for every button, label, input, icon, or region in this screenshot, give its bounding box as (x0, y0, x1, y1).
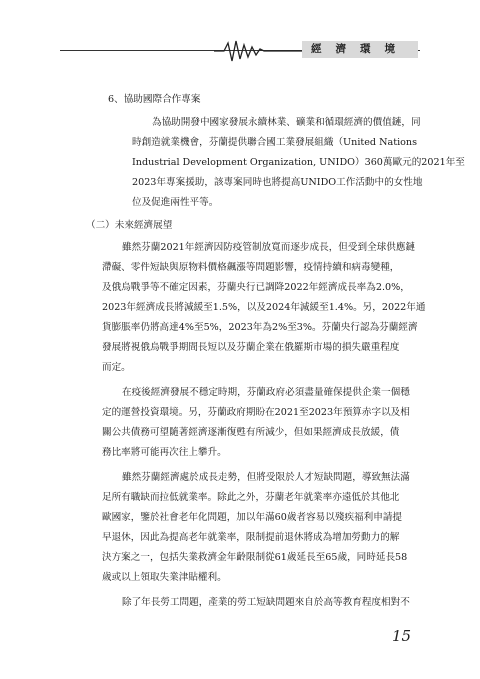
paragraph-line: 歐國家，鑒於社會老年化問題，加以年滿60歲者容易以殘疾福利申請提 (102, 512, 403, 523)
paragraph-line: 雖然芬蘭經濟處於成長走勢，但將受限於人才短缺問題，導致無法滿 (122, 472, 410, 483)
paragraph-line: 貨膨脹率仍將高達4%至5%，2023年為2%至3%。芬蘭央行認為芬蘭經濟 (102, 322, 418, 333)
paragraph-line: 歲或以上領取失業津貼權利。 (102, 572, 227, 583)
page-number: 15 (392, 627, 412, 645)
paragraph-line: 雖然芬蘭2021年經濟因防疫管制放寬而逐步成長，但受到全球供應鏈 (122, 242, 416, 253)
section-title: （二）未來經濟展望 (86, 220, 173, 231)
item-6-title: 6、協助國際合作專案 (108, 94, 201, 105)
paragraph-line: 時創造就業機會，芬蘭提供聯合國工業發展組織（United Nations (132, 137, 418, 148)
paragraph-line: 滯礙、零件短缺與原物料價格飆漲等問題影響，疫情持續和病毒變種， (102, 262, 400, 273)
paragraph-line: 而定。 (102, 362, 131, 373)
paragraph-line: 位及促進兩性平等。 (132, 197, 219, 208)
paragraph-line: 發展將視俄烏戰爭期間長短以及芬蘭企業在俄羅斯市場的損失嚴重程度 (102, 342, 400, 353)
paragraph-line: 為協助開發中國家發展永續林業、礦業和循環經濟的價值鏈，同 (152, 117, 421, 128)
paragraph-line: 足所有職缺而拉低就業率。除此之外，芬蘭老年就業率亦遠低於其他北 (102, 492, 400, 503)
heartbeat-wave-icon (214, 39, 304, 65)
paragraph-line: 在疫後經濟發展不穩定時期，芬蘭政府必須盡量確保提供企業一個穩 (122, 387, 410, 398)
paragraph-line: 決方案之一，包括失業救濟金年齡限制從61歲延長至65歲，同時延長58 (102, 552, 408, 563)
paragraph-line: 關公共債務可望隨著經濟逐漸復甦有所減少，但如果經濟成長放緩，債 (102, 427, 400, 438)
paragraph-line: 及俄烏戰爭等不確定因素，芬蘭央行已調降2022年經濟成長率為2.0%， (102, 282, 410, 293)
paragraph-line: 除了年長勞工問題，產業的勞工短缺問題來自於高等教育程度相對不 (122, 597, 410, 608)
paragraph-line: Industrial Development Organization, UNIDO）360萬歐元的2021年至 (132, 157, 465, 168)
paragraph-line: 2023年專案援助，該專案同時也將提高UNIDO工作活動中的女性地 (132, 177, 423, 188)
header-section-tag: 經濟環境 (302, 41, 418, 58)
paragraph-line: 務比率將可能再次往上攀升。 (102, 447, 227, 458)
paragraph-line: 2023年經濟成長將減緩至1.5%，以及2024年減緩至1.4%。另，2022年通 (102, 302, 426, 313)
paragraph-line: 定的運營投資環境。另，芬蘭政府期盼在2021至2023年預算赤字以及相 (102, 407, 410, 418)
paragraph-line: 早退休，因此為提高老年就業率，限制提前退休將成為增加勞動力的解 (102, 532, 400, 543)
